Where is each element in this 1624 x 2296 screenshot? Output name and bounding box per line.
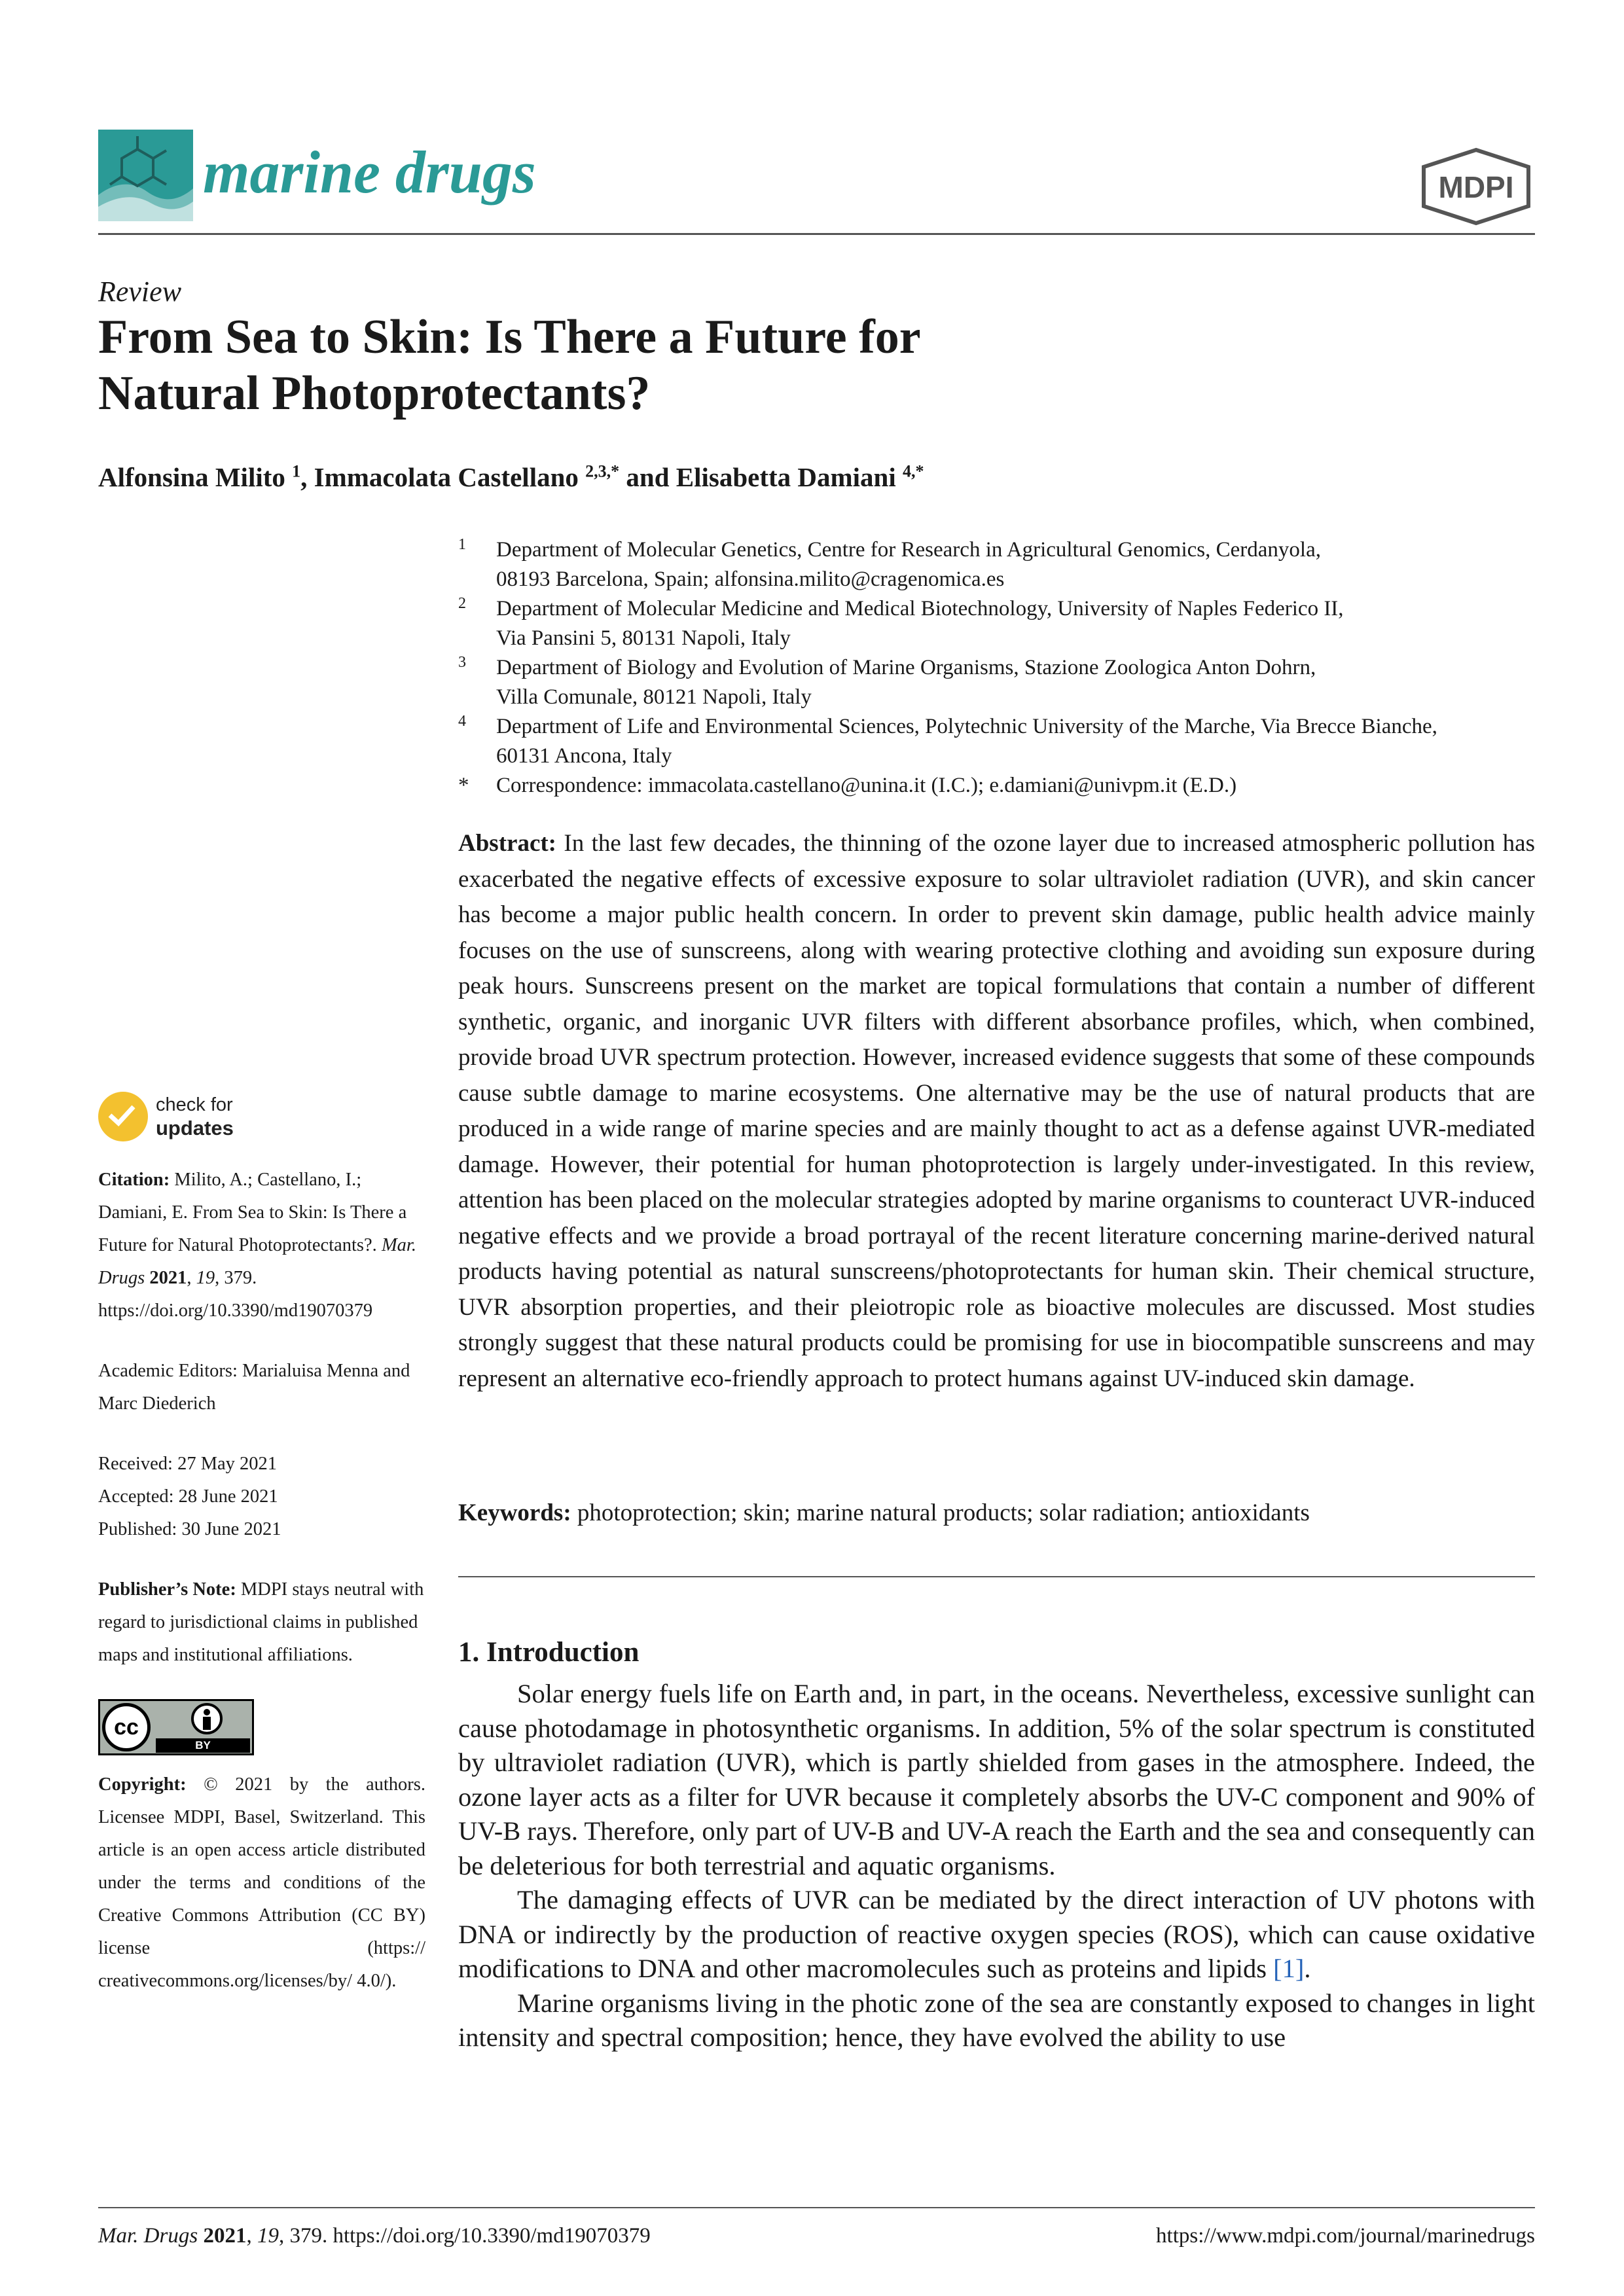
author-separator: ,: [300, 462, 314, 492]
affiliation-line: Department of Life and Environmental Sciences, Polytechnic University of the Marche, Via Brecce Bianche,: [496, 715, 1437, 738]
check-updates-line1: check for: [156, 1094, 233, 1115]
affiliation-item: [458, 535, 1538, 594]
footer-divider: [98, 2207, 1535, 2208]
author-separator: and: [619, 462, 676, 492]
cc-icon-label: cc: [114, 1715, 139, 1740]
body-paragraph: Solar energy fuels life on Earth and, in part, in the oceans. Nevertheless, excessive sunlight can cause photodamage in photosynthetic organisms. In addition, 5% of the solar spectrum is constituted by ultraviolet radiation (UVR), which is partly shielded from gases in the atmosphere. Indeed, the ozone layer acts as a filter for UVR because it completely absorbs the UV-C component and 90% of UV-B rays. Therefore, only part of UV-B and UV-A reach the Earth and the sea and consequently can be deleterious for both terrestrial and aquatic organisms.: [458, 1679, 1535, 1880]
footer-journal-url[interactable]: https://www.mdpi.com/journal/marinedrugs: [1156, 2224, 1535, 2248]
mdpi-logo-text: MDPI: [1438, 170, 1514, 204]
citation-label: Citation:: [98, 1170, 170, 1190]
body-paragraph: [458, 1883, 1535, 1986]
abstract-label: Abstract:: [458, 830, 557, 857]
citation-volume: 19: [196, 1268, 215, 1288]
publisher-note-text: MDPI stays neutral with regard to jurisdictional claims in published maps and institutional affiliations.: [98, 1579, 424, 1665]
affiliation-number: 2: [458, 595, 466, 612]
affiliation-line: Department of Molecular Medicine and Medical Biotechnology, University of Naples Federico II,: [496, 597, 1344, 620]
paragraph-end: .: [1304, 1954, 1311, 1983]
footer-year: 2021: [203, 2224, 247, 2248]
journal-name: marine drugs: [203, 139, 536, 206]
check-updates-line2: updates: [156, 1117, 234, 1139]
author-affiliation-sup: 4,*: [903, 461, 924, 481]
author-affiliation-sup: 1: [292, 461, 301, 481]
sidebar: [98, 1164, 425, 1998]
received-date: Received: 27 May 2021: [98, 1454, 278, 1474]
author-name[interactable]: Elisabetta Damiani: [676, 462, 896, 492]
body-paragraph: Marine organisms living in the photic zone of the sea are constantly exposed to changes in light intensity and spectral composition; hence, they have evolved the ability to use: [458, 1988, 1535, 2052]
affiliation-line: Villa Comunale, 80121 Napoli, Italy: [496, 685, 812, 709]
copyright-label: Copyright:: [98, 1774, 187, 1795]
publisher-note-label: Publisher’s Note:: [98, 1579, 236, 1600]
publisher-note: [98, 1573, 425, 1672]
affiliation-item: [458, 712, 1538, 771]
keywords-text: photoprotection; skin; marine natural products; solar radiation; antioxidants: [577, 1499, 1310, 1526]
abstract-text: In the last few decades, the thinning of the ozone layer due to increased atmospheric pollution has exacerbated the negative effects of excessive exposure to solar ultraviolet radiation (UVR), and skin cancer has become a major public health concern. In order to prevent skin damage, public health advice mainly focuses on the use of sunscreens, along with wearing protective clothing and avoiding sun exposure during peak hours. Sunscreens present on the market are topical formulations that contain a number of different synthetic, organic, and inorganic UVR filters with different absorbance profiles, which, when combined, provide broad UVR spectrum protection. However, increased evidence suggests that some of these compounds cause subtle damage to marine ecosystems. One alternative may be the use of natural products that are produced in a wide range of marine species and are mainly thought to act as a defense against UVR-mediated damage. However, their potential for human photoprotection is largely under-investigated. In this review, attention has been placed on the molecular strategies adopted by marine organisms to counteract UVR-induced negative effects and we provide a broad portrayal of the recent literature concerning marine-derived natural products having potential as natural sunscreens/photoprotectants for human skin. Their chemical structure, UVR absorption properties, and their pleiotropic role as bioactive molecules are discussed. Most studies strongly suggest that these natural products could be promising for use in biocompatible sunscreens and may represent an alternative eco-friendly approach to protect humans against UV-induced skin damage.: [458, 830, 1535, 1392]
author-name[interactable]: Immacolata Castellano: [314, 462, 579, 492]
mdpi-logo: [1417, 147, 1535, 226]
affiliation-number: 3: [458, 654, 466, 671]
body-paragraph-text: The damaging effects of UVR can be mediated by the direct interaction of UV photons with DNA or indirectly by the production of reactive oxygen species (ROS), which can cause oxidative modifications to DNA and other macromolecules such as proteins and lipids: [458, 1885, 1535, 1983]
article-type: Review: [98, 276, 182, 308]
body-text: [458, 1677, 1535, 2055]
academic-editors: Academic Editors: Marialuisa Menna and Marc Diederich: [98, 1361, 410, 1414]
journal-logo: [98, 130, 193, 221]
correspondence-item: [458, 771, 1538, 800]
author-affiliation-sup: 2,3,*: [585, 461, 620, 481]
cc-by-license-badge[interactable]: [98, 1699, 254, 1755]
citation-doi[interactable]: , 379. https://doi.org/10.3390/md19070379: [98, 1268, 373, 1321]
affiliation-number: 1: [458, 536, 466, 553]
affiliation-item: [458, 594, 1538, 653]
abstract: [458, 826, 1535, 1397]
author-list: [98, 461, 924, 493]
footer-doi[interactable]: , 379. https://doi.org/10.3390/md19070379: [278, 2224, 651, 2248]
attribution-person-icon: [191, 1703, 223, 1734]
affiliation-line[interactable]: 08193 Barcelona, Spain; alfonsina.milito@cragenomica.es: [496, 567, 1005, 591]
keywords-label: Keywords:: [458, 1499, 571, 1526]
reference-link[interactable]: [1]: [1273, 1954, 1305, 1983]
accepted-date: Accepted: 28 June 2021: [98, 1486, 278, 1507]
footer-citation: Mar. Drugs 2021, 19, 379. https://doi.org/10.3390/md19070379: [98, 2224, 651, 2248]
checkmark-icon: [107, 1103, 136, 1127]
affiliations: [458, 535, 1538, 800]
footer-volume: 19: [257, 2224, 279, 2248]
copyright-text: © 2021 by the authors. Licensee MDPI, Basel, Switzerland. This article is an open access article distributed under the terms and conditions of the Creative Commons Attribution (CC BY) license (https:// creativecommons.org/licenses/by/ 4.0/).: [98, 1774, 425, 1991]
check-for-updates-badge[interactable]: [98, 1092, 295, 1144]
footer-journal: Mar. Drugs: [98, 2224, 198, 2248]
copyright: [98, 1768, 425, 1998]
citation: Citation: Milito, A.; Castellano, I.; Damiani, E. From Sea to Skin: Is There a Future for Natural Photoprotectants?. Mar. Drugs 2021, 19, 379. https://doi.org/10.3390/md19070379: [98, 1170, 416, 1321]
section-heading: 1. Introduction: [458, 1637, 640, 1668]
affiliation-line: Department of Molecular Genetics, Centre for Research in Agricultural Genomics, Cerdanyola,: [496, 538, 1321, 562]
article-title: From Sea to Skin: Is There a Future for Natural Photoprotectants?: [98, 310, 920, 420]
dates: [98, 1448, 425, 1546]
correspondence-line[interactable]: Correspondence: immacolata.castellano@unina.it (I.C.); e.damiani@univpm.it (E.D.): [496, 774, 1237, 797]
affiliation-item: [458, 653, 1538, 712]
molecule-icon: [98, 130, 193, 221]
affiliation-number: 4: [458, 713, 466, 730]
affiliation-line: Via Pansini 5, 80131 Napoli, Italy: [496, 626, 791, 650]
header-divider: [98, 233, 1535, 235]
cc-by-label: BY: [195, 1739, 211, 1751]
abstract-divider: [458, 1576, 1535, 1577]
affiliation-line: Department of Biology and Evolution of Marine Organisms, Stazione Zoologica Anton Dohrn,: [496, 656, 1316, 679]
citation-journal: Mar. Drugs: [98, 1235, 416, 1288]
citation-year: 2021: [149, 1268, 187, 1288]
keywords: [458, 1499, 1535, 1527]
correspondence-marker: *: [458, 774, 469, 797]
author-name[interactable]: Alfonsina Milito: [98, 462, 285, 492]
published-date: Published: 30 June 2021: [98, 1519, 281, 1539]
citation-text: Milito, A.; Castellano, I.; Damiani, E. From Sea to Skin: Is There a Future for Natural Photoprotectants?.: [98, 1170, 407, 1255]
affiliation-line: 60131 Ancona, Italy: [496, 744, 672, 768]
